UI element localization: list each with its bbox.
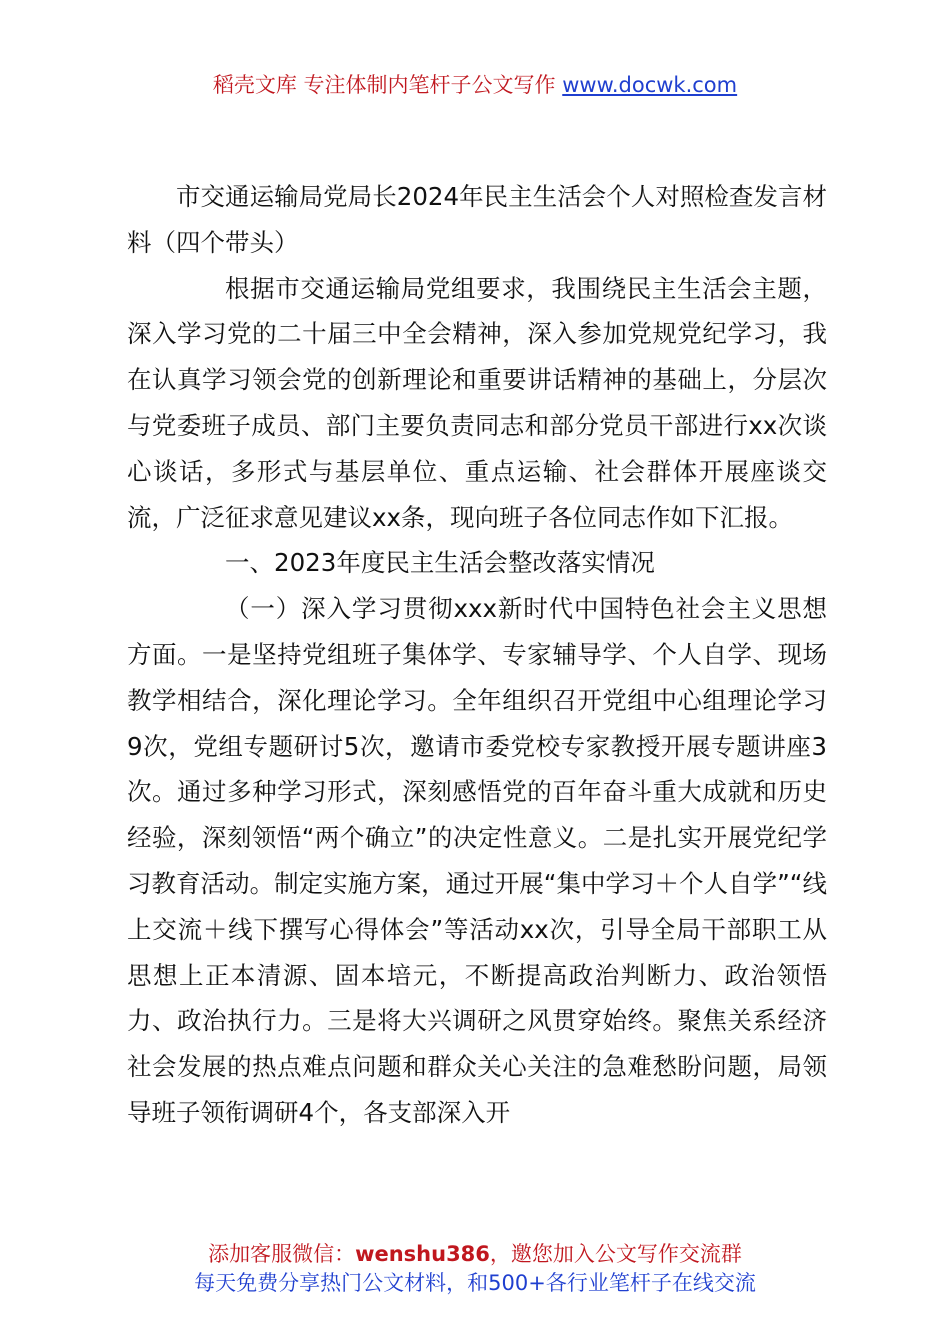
- section-heading: 一、2023年度民主生活会整改落实情况: [225, 548, 655, 578]
- document-title: 市交通运输局党局长2024年民主生活会个人对照检查发言材料（四个带头）: [127, 182, 827, 257]
- wechat-suffix: ，邀您加入公文写作交流群: [489, 1242, 742, 1266]
- brand-text: 稻壳文库 专注体制内笔杆子公文写作: [212, 73, 556, 97]
- intro-paragraph: 根据市交通运输局党组要求，我围绕民主生活会主题，深入学习党的二十届三中全会精神，深入参加党规党纪学习，我在认真学习领会党的创新理论和重要讲话精神的基础上，分层次与党委班子成员、部门主要负责同志和部分党员干部进行xx次谈心谈话，多形式与基层单位、重点运输、社会群体开展座谈交流，广泛征求意见建议xx条，现向班子各位同志作如下汇报。: [127, 273, 827, 532]
- document-body: [127, 174, 827, 1136]
- website-link[interactable]: www.docwk.com: [562, 73, 738, 97]
- footer-line-wechat: [0, 1240, 950, 1269]
- footer-line-share: 每天免费分享热门公文材料，和500+各行业笔杆子在线交流: [194, 1271, 756, 1295]
- subsection-paragraph: （一）深入学习贯彻xxx新时代中国特色社会主义思想方面。一是坚持党组班子集体学、专家辅导学、个人自学、现场教学相结合，深化理论学习。全年组织召开党组中心组理论学习9次，党组专题研讨5次，邀请市委党校专家教授开展专题讲座3次。通过多种学习形式，深刻感悟党的百年奋斗重大成就和历史经验，深刻领悟“两个确立”的决定性意义。二是扎实开展党纪学习教育活动。制定实施方案，通过开展“集中学习＋个人自学”“线上交流＋线下撰写心得体会”等活动xx次，引导全局干部职工从思想上正本清源、固本培元，不断提高政治判断力、政治领悟力、政治执行力。三是将大兴调研之风贯穿始终。聚焦关系经济社会发展的热点难点问题和群众关心关注的急难愁盼问题，局领导班子领衔调研4个，各支部深入开: [127, 594, 827, 1127]
- wechat-id: wenshu386: [355, 1242, 490, 1266]
- footer-banner: [0, 1240, 950, 1298]
- wechat-prefix: 添加客服微信：: [208, 1242, 356, 1266]
- header-banner: [0, 70, 950, 100]
